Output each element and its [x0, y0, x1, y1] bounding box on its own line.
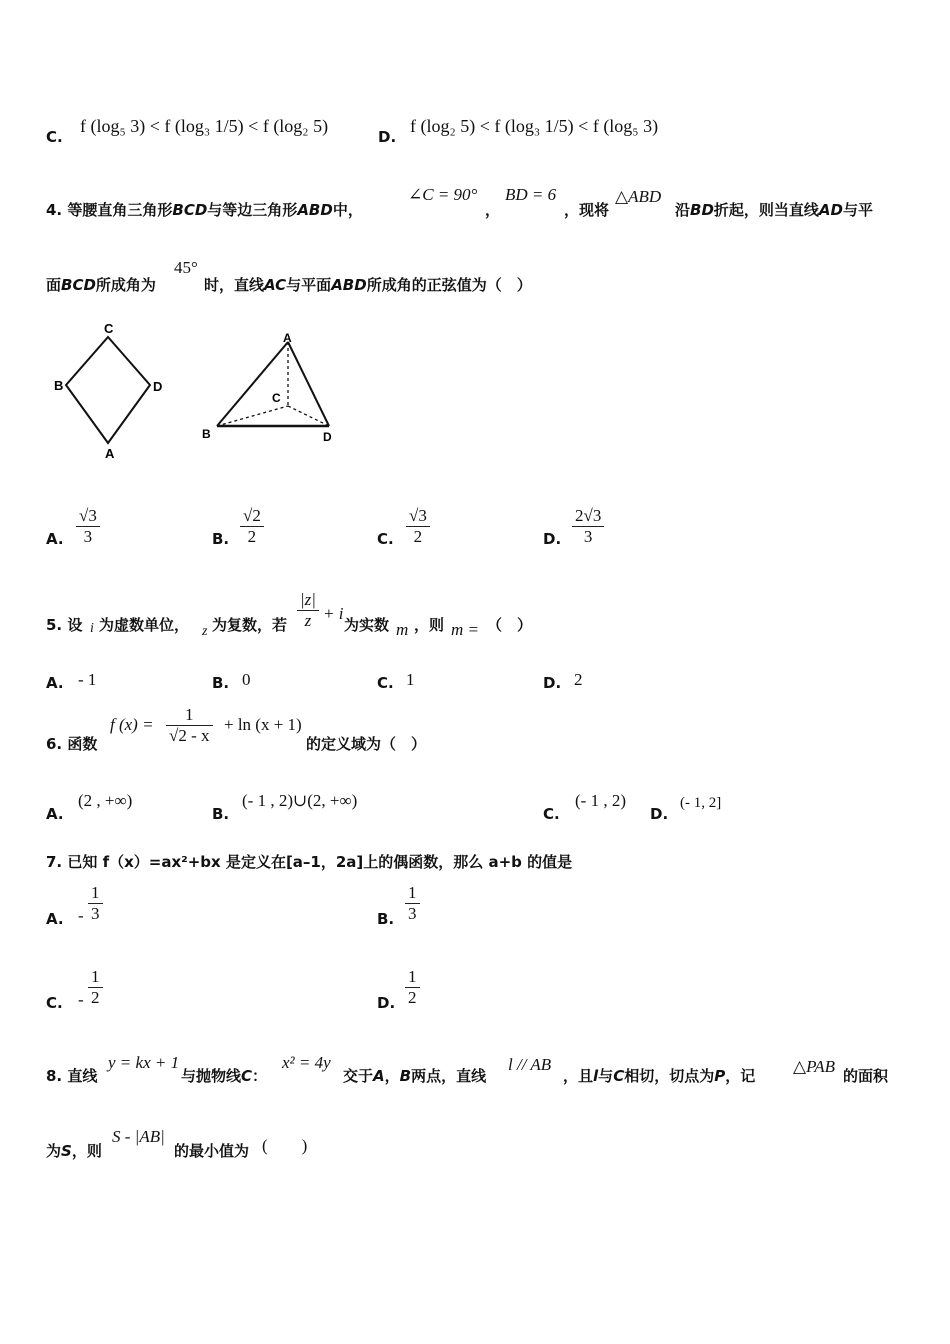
q6-f-lhs: f (x) = [110, 715, 154, 734]
q4-bd-length: BD = 6 [505, 185, 557, 204]
q5-fraction: $\frac{|z|}{z}$ [297, 590, 319, 631]
q4-figure-square [40, 315, 180, 465]
fig2-label-c: C [272, 391, 281, 405]
q7-option-c-sign: - [78, 990, 84, 1009]
q4-angle-45: 45° [174, 258, 198, 277]
fig1-label-c: C [104, 321, 114, 336]
q5-z: z [202, 624, 208, 639]
square-outline [66, 337, 150, 443]
q5-option-b-label: B. [212, 674, 230, 692]
q4-option-b-value: $\frac{√2}{2}$ [240, 506, 264, 547]
q4-line1-end: 沿BD折起，则当直线AD与平 [675, 201, 873, 219]
q7-option-d-label: D. [377, 994, 396, 1012]
q8-parallel: l // AB [508, 1055, 552, 1074]
q4-option-c-label: C. [377, 530, 394, 548]
q8-text-tangent: ，且l与C相切，切点为P，记 [563, 1067, 756, 1085]
q3-option-c-expression: f (log₅ 3) < f (log₃ 1/5) < f (log₂ 5) [80, 116, 329, 136]
fig1-label-a: A [105, 446, 115, 461]
q5-text-imag-unit: 为虚数单位， [99, 616, 190, 634]
q6-option-c-label: C. [543, 805, 560, 823]
q7-option-d-value: $\frac{1}{2}$ [405, 967, 420, 1008]
q7-option-c-value: $\frac{1}{2}$ [88, 967, 103, 1008]
q5-option-b-value: 0 [242, 670, 251, 689]
q5-text-complex: 为复数，若 [212, 616, 288, 634]
q6-option-d-value: (- 1, 2] [680, 795, 722, 811]
q8-line2-text: 为S，则 [46, 1142, 102, 1160]
q7-option-a-value: $\frac{1}{3}$ [88, 883, 103, 924]
q5-i: i [90, 621, 94, 636]
q3-option-d-expression: f (log₂ 5) < f (log₃ 1/5) < f (log₅ 3) [410, 116, 659, 136]
q6-option-a-label: A. [46, 805, 64, 823]
q4-line1: 4. 等腰直角三角形BCD与等边三角形ABD中， [46, 201, 363, 219]
q4-option-c-value: $\frac{√3}{2}$ [406, 506, 430, 547]
q6-number-text: 6. 函数 [46, 735, 98, 753]
q5-paren: （ ） [487, 616, 533, 634]
q4-figure-tetrahedron [195, 330, 355, 450]
q8-expression: S - |AB| [112, 1127, 165, 1146]
q5-option-d-label: D. [543, 674, 562, 692]
q7-option-a-label: A. [46, 910, 64, 928]
q6-option-d-label: D. [650, 805, 669, 823]
q4-option-d-value: $\frac{2√3}{3}$ [572, 506, 604, 547]
q5-m-equals: m = [451, 620, 479, 639]
q3-option-c-label: C. [46, 128, 63, 146]
q5-option-c-value: 1 [406, 670, 415, 689]
edge-bc [217, 406, 288, 426]
q5-text-real: 为实数 [344, 616, 390, 634]
q8-text-area: 的面积 [843, 1067, 889, 1085]
q5-option-a-label: A. [46, 674, 64, 692]
q4-option-a-label: A. [46, 530, 64, 548]
fig2-label-a: A [283, 331, 292, 345]
q5-m: m [396, 620, 409, 639]
q8-number-text: 8. 直线 [46, 1067, 98, 1085]
q7-option-b-value: $\frac{1}{3}$ [405, 883, 420, 924]
q7-question: 7. 已知 f（x）=ax²+bx 是定义在[a–1，2a]上的偶函数，那么 a+b 的值是 [46, 853, 573, 871]
edge-cd [288, 406, 329, 426]
q7-option-c-label: C. [46, 994, 63, 1012]
q4-comma: ， [485, 201, 501, 219]
q6-option-b-value: (- 1 , 2)∪(2, +∞) [242, 791, 358, 810]
q4-line2-b: 时，直线AC与平面ABD所成角的正弦值为（ ） [204, 276, 532, 294]
q6-fraction: $\frac{1}{√2 - x}$ [166, 705, 213, 746]
q4-angle-c: ∠C = 90° [408, 185, 478, 204]
q3-option-d-label: D. [378, 128, 397, 146]
q7-option-a-sign: - [78, 906, 84, 925]
q8-triangle-pab: △PAB [793, 1057, 836, 1076]
q6-text-domain: 的定义域为（ ） [306, 735, 427, 753]
q5-option-a-value: - 1 [78, 670, 97, 689]
q6-option-a-value: (2 , +∞) [78, 791, 133, 810]
q8-text-min: 的最小值为 [174, 1142, 250, 1160]
edge-ad [288, 342, 329, 426]
q8-paren: ( ) [262, 1136, 308, 1155]
q4-option-d-label: D. [543, 530, 562, 548]
fig2-label-b: B [202, 427, 211, 441]
fig1-label-d: D [153, 379, 163, 394]
q8-text-intersect: 交于A，B两点，直线 [343, 1067, 487, 1085]
q6-option-c-value: (- 1 , 2) [575, 791, 626, 810]
q5-option-c-label: C. [377, 674, 394, 692]
q4-line2-a: 面BCD所成角为 [46, 276, 156, 294]
q8-parabola-equation: x² = 4y [282, 1053, 331, 1072]
q5-number-text: 5. 设 [46, 616, 83, 634]
q4-triangle-abd: △ABD [615, 187, 662, 206]
q8-text-parabola: 与抛物线C： [181, 1067, 268, 1085]
q7-option-b-label: B. [377, 910, 395, 928]
fig1-label-b: B [54, 378, 64, 393]
edge-ab [217, 342, 288, 426]
fig2-label-d: D [323, 430, 332, 444]
q6-ln-part: + ln (x + 1) [224, 715, 302, 734]
q4-option-b-label: B. [212, 530, 230, 548]
q5-option-d-value: 2 [574, 670, 583, 689]
q8-line-equation: y = kx + 1 [108, 1053, 180, 1072]
q4-text-now: ，现将 [564, 201, 610, 219]
q5-text-then: ，则 [414, 616, 445, 634]
q6-option-b-label: B. [212, 805, 230, 823]
q4-option-a-value: $\frac{√3}{3}$ [76, 506, 100, 547]
q5-plus-i: + i [323, 604, 344, 623]
